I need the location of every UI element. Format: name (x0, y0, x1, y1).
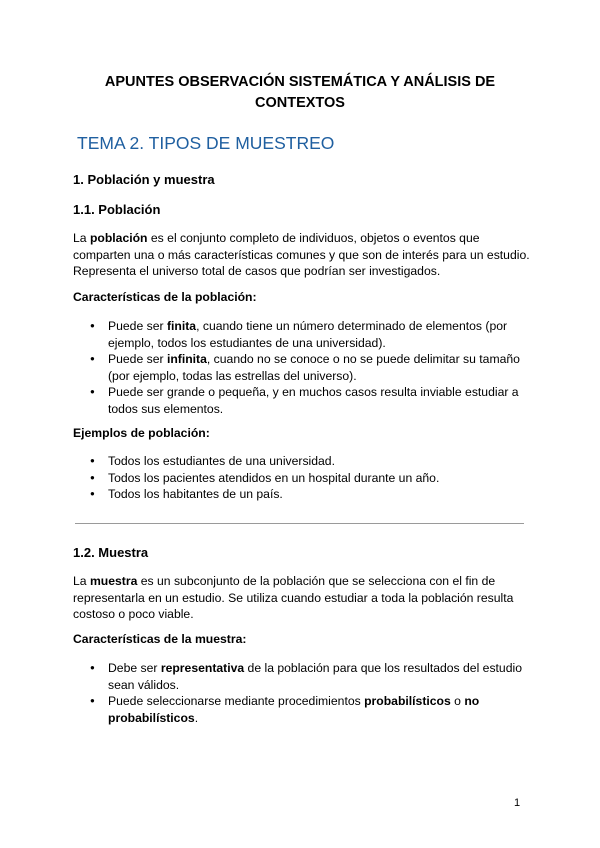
list-item: ● Todos los habitantes de un país. (73, 486, 533, 503)
bold-term: no probabilísticos (108, 694, 480, 725)
bold-term: finita (166, 319, 197, 333)
caracteristicas-poblacion-label: Características de la población: (73, 290, 257, 304)
list-item: ● Todos los estudiantes de una universidad. (73, 453, 533, 470)
caracteristicas-muestra-list (73, 660, 533, 726)
text-run: Puede ser (108, 319, 167, 333)
text-run: o (450, 694, 465, 708)
poblacion-paragraph (73, 230, 533, 280)
list-item (73, 693, 533, 726)
list-item: ● Todos los pacientes atendidos en un hospital durante un año. (73, 470, 533, 487)
list-item (73, 351, 533, 384)
text-run: , cuando no se conoce o no se puede delimitar su tamaño (por ejemplo, todas las estrellas del universo). (108, 352, 520, 383)
text-run: es el conjunto completo de individuos, objetos o eventos que comparten una o más características comunes y que son de interés para un estudio. Representa el universo total de casos que podrían ser investigados. (73, 231, 530, 278)
page-number: 1 (514, 797, 521, 809)
list-item (73, 318, 533, 351)
muestra-paragraph (73, 573, 533, 623)
document-title: APUNTES OBSERVACIÓN SISTEMÁTICA Y ANÁLISIS DE CONTEXTOS (104, 74, 496, 111)
ejemplos-poblacion-list (73, 453, 533, 503)
text-run: Puede ser grande o pequeña, y en muchos casos resulta inviable estudiar a todos sus elementos. (108, 385, 519, 416)
bold-term: infinita (166, 352, 207, 366)
bold-term: población (89, 231, 148, 245)
subsection-heading-muestra: 1.2. Muestra (73, 545, 149, 560)
text-run: Puede seleccionarse mediante procedimientos (108, 694, 365, 708)
text-run: Debe ser (108, 661, 161, 675)
text-run: es un subconjunto de la población que se selecciona con el fin de representarla en un estudio. Se utiliza cuando estudiar a toda la población resulta costoso o poco viable. (73, 574, 514, 621)
subsection-heading-poblacion: 1.1. Población (73, 202, 161, 217)
caracteristicas-poblacion-list (73, 318, 533, 417)
text-run: La (73, 231, 90, 245)
text-run: Puede ser (108, 352, 167, 366)
bold-term: muestra (89, 574, 138, 588)
caracteristicas-muestra-label: Características de la muestra: (73, 632, 247, 646)
text-run: de la población para que los resultados del estudio sean válidos. (108, 661, 522, 692)
chapter-title: TEMA 2. TIPOS DE MUESTREO (77, 133, 335, 153)
text-run: . (194, 710, 199, 725)
horizontal-divider (75, 523, 524, 524)
list-item (73, 660, 533, 693)
list-item (73, 384, 533, 417)
bold-term: representativa (160, 661, 245, 675)
bold-term: probabilísticos (364, 694, 451, 708)
section-heading-poblacion-muestra: 1. Población y muestra (73, 172, 215, 187)
ejemplos-poblacion-label: Ejemplos de población: (73, 426, 210, 440)
text-run: , cuando tiene un número determinado de elementos (por ejemplo, todos los estudiantes de una universidad). (108, 319, 508, 350)
text-run: La (73, 574, 90, 588)
